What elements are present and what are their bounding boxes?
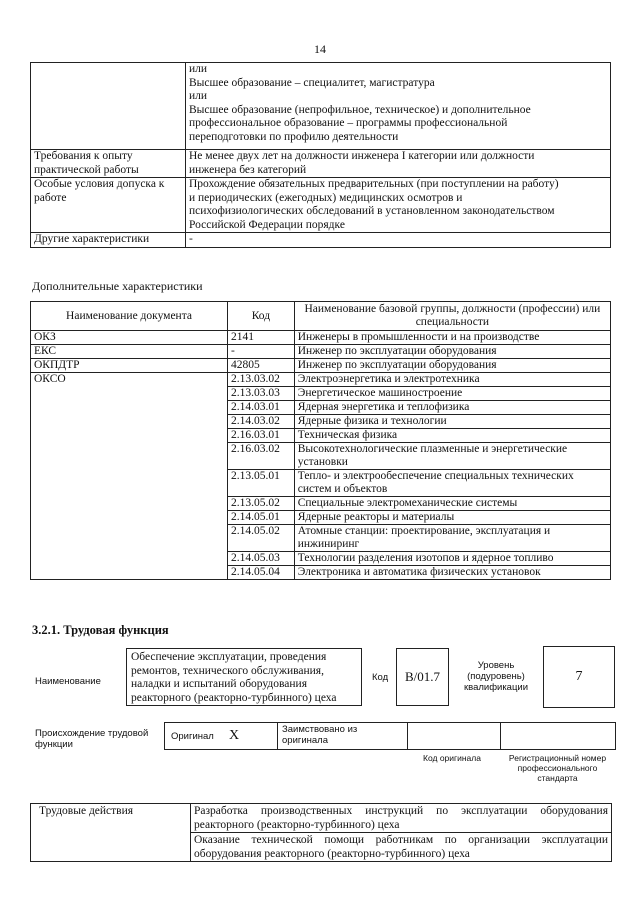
column-header-name: Наименование базовой группы, должности (профессии) или специальности [294,302,610,331]
code-cell: 2.13.05.02 [228,497,295,511]
table-row [31,233,611,248]
reg-number-label: Регистрационный номер профессионального стандарта [508,753,607,783]
code-label: Код [372,672,389,683]
code-cell: 2141 [228,331,295,345]
code-cell: 2.14.03.02 [228,415,295,429]
original-cell [165,723,278,749]
table-row [31,359,611,373]
original-label: Оригинал [171,731,214,742]
text-line: или [189,63,208,75]
requirements-label: Другие характеристики [31,233,186,248]
actions-label: Трудовые действия [31,804,191,862]
page-number: 14 [314,42,326,56]
specialty-name-cell: Высокотехнологические плазменные и энергетические установки [294,443,610,470]
table-row [31,804,612,833]
requirements-value [186,63,611,150]
specialty-name-cell: Инженер по эксплуатации оборудования [294,345,610,359]
specialty-name-cell: Технологии разделения изотопов и ядерное топливо [294,552,610,566]
specialty-name-cell: Электроника и автоматика физических установок [294,566,610,580]
function-code: B/01.7 [404,669,441,684]
code-cell: 2.14.03.01 [228,401,295,415]
column-header-code: Код [228,302,295,331]
code-cell: 2.14.05.03 [228,552,295,566]
reg-number-cell [500,723,615,749]
requirements-value [186,178,611,233]
text-line: психофизиологических обследований в установленном законодательством [189,205,555,217]
function-name-box [126,648,362,706]
code-cell: 2.14.05.01 [228,511,295,525]
code-cell: 2.16.03.01 [228,429,295,443]
specialty-name-cell: Электроэнергетика и электротехника [294,373,610,387]
requirements-label: Требования к опыту практической работы [31,150,186,178]
name-label: Наименование [35,676,101,687]
code-cell: 2.13.03.03 [228,387,295,401]
text-line: Российской Федерации порядке [189,218,345,231]
code-cell: 2.14.05.02 [228,525,295,552]
code-cell: - [228,345,295,359]
table-row [31,150,611,178]
code-cell: 42805 [228,359,295,373]
text-line: Прохождение обязательных предварительных (при поступлении на работу) [189,178,559,190]
specialty-name-cell: Инженеры в промышленности и на производстве [294,331,610,345]
table-row [31,63,611,150]
requirements-label: Особые условия допуска к работе [31,178,186,233]
code-box [396,648,449,706]
labor-actions-table [30,803,612,862]
text-line: Не менее двух лет на должности инженера I категории или должности [189,150,535,162]
origin-label: Происхождение трудовой функции [35,728,149,750]
requirements-value [186,233,611,248]
level-label: Уровень (подуровень) квалификации [463,660,529,693]
table-row [31,373,611,387]
specialty-name-cell: Энергетическое машиностроение [294,387,610,401]
text-line: переподготовки по профилю деятельности [189,130,399,143]
section-title: 3.2.1. Трудовая функция [32,623,169,637]
action-item: Оказание технической помощи работникам по организации эксплуатации оборудования реакторного (реакторно-турбинного) цеха [191,833,612,862]
requirements-table [30,62,611,248]
action-item: Разработка производственных инструкций по эксплуатации оборудования реакторного (реакторно-турбинного) цеха [191,804,612,833]
additional-characteristics-table [30,301,611,580]
text-line: Высшее образование – специалитет, магистратура [189,76,435,89]
specialty-name-cell: Ядерные физика и технологии [294,415,610,429]
additional-heading: Дополнительные характеристики [32,279,203,293]
text-line: - [189,233,193,245]
specialty-name-cell: Тепло- и электрообеспечение специальных технических систем и объектов [294,470,610,497]
requirements-value [186,150,611,178]
qualification-level: 7 [575,669,583,684]
code-cell: 2.14.05.04 [228,566,295,580]
code-cell: 2.13.03.02 [228,373,295,387]
borrowed-cell [282,724,402,750]
column-header-document: Наименование документа [31,302,228,331]
document-name-cell: ЕКС [31,345,228,359]
text-line: или [189,90,208,102]
specialty-name-cell: Ядерная энергетика и теплофизика [294,401,610,415]
borrowed-label: Заимствовано из оригинала [282,724,358,746]
specialty-name-cell: Атомные станции: проектирование, эксплуатация и инжиниринг [294,525,610,552]
original-mark: X [229,728,240,743]
function-name: Обеспечение эксплуатации, проведения ремонтов, технического обслуживания, наладки и испытаний оборудования реакторного (реакторно-турбинного) цеха [131,651,337,704]
table-row [31,345,611,359]
specialty-name-cell: Специальные электромеханические системы [294,497,610,511]
table-row [31,178,611,233]
text-line: профессиональное образование – программы профессиональной [189,117,508,129]
origin-row [164,722,616,750]
code-cell: 2.16.03.02 [228,443,295,470]
text-line: Высшее образование (непрофильное, техническое) и дополнительное [189,103,531,116]
table-row [31,331,611,345]
text-line: инженера без категорий [189,163,307,176]
document-name-cell: ОКСО [31,373,228,580]
code-original-label: Код оригинала [423,753,481,763]
requirements-label [31,63,186,150]
specialty-name-cell: Техническая физика [294,429,610,443]
code-cell: 2.13.05.01 [228,470,295,497]
document-name-cell: ОКПДТР [31,359,228,373]
document-name-cell: ОКЗ [31,331,228,345]
specialty-name-cell: Ядерные реакторы и материалы [294,511,610,525]
specialty-name-cell: Инженер по эксплуатации оборудования [294,359,610,373]
table-header-row [31,302,611,331]
level-box [543,646,615,708]
code-original-cell [407,723,501,749]
text-line: и периодических (ежегодных) медицинских осмотров и [189,191,463,204]
